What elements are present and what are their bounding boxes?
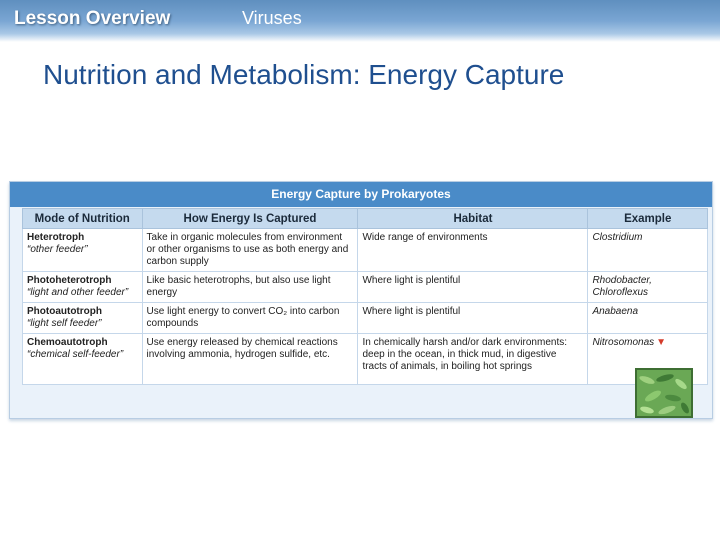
habitat-cell: Wide range of environments bbox=[358, 229, 588, 272]
red-down-arrow-icon: ▼ bbox=[656, 337, 667, 348]
example-name: Nitrosomonas bbox=[592, 337, 655, 348]
header-row bbox=[23, 209, 708, 229]
col-habitat: Habitat bbox=[358, 209, 588, 229]
slide-title: Nutrition and Metabolism: Energy Capture bbox=[43, 59, 565, 90]
topic-label: Viruses bbox=[242, 8, 302, 28]
mode-name: Chemoautotroph bbox=[27, 337, 108, 348]
how-cell: Use energy released by chemical reactions involving ammonia, hydrogen sulfide, etc. bbox=[142, 334, 358, 385]
mode-desc: “light and other feeder” bbox=[27, 287, 129, 298]
mode-desc: “light self feeder” bbox=[27, 318, 102, 329]
table-row bbox=[23, 272, 708, 303]
how-cell: Take in organic molecules from environment or other organisms to use as both energy and carbon supply bbox=[142, 229, 358, 272]
table-row bbox=[23, 229, 708, 272]
mode-cell bbox=[23, 272, 143, 303]
header-bar bbox=[0, 0, 720, 42]
table-caption: Energy Capture by Prokaryotes bbox=[10, 182, 712, 207]
example-cell bbox=[588, 303, 708, 334]
col-example: Example bbox=[588, 209, 708, 229]
mode-name: Photoautotroph bbox=[27, 306, 102, 317]
how-cell: Like basic heterotrophs, but also use light energy bbox=[142, 272, 358, 303]
table-row bbox=[23, 334, 708, 385]
col-mode: Mode of Nutrition bbox=[23, 209, 143, 229]
mode-desc: “chemical self-feeder” bbox=[27, 349, 124, 360]
habitat-cell: Where light is plentiful bbox=[358, 303, 588, 334]
how-cell: Use light energy to convert CO₂ into carbon compounds bbox=[142, 303, 358, 334]
energy-capture-table bbox=[9, 181, 713, 419]
example-cell bbox=[588, 272, 708, 303]
habitat-cell: Where light is plentiful bbox=[358, 272, 588, 303]
habitat-cell: In chemically harsh and/or dark environments: deep in the ocean, in thick mud, in digestive tracts of animals, in boiling hot springs bbox=[358, 334, 588, 385]
mode-name: Photoheterotroph bbox=[27, 275, 112, 286]
example-name: Rhodobacter, Chloroflexus bbox=[592, 275, 652, 298]
col-how: How Energy Is Captured bbox=[142, 209, 358, 229]
example-name: Anabaena bbox=[592, 306, 639, 317]
mode-cell bbox=[23, 229, 143, 272]
example-cell bbox=[588, 229, 708, 272]
example-name: Clostridium bbox=[592, 232, 643, 243]
mode-cell bbox=[23, 334, 143, 385]
mode-cell bbox=[23, 303, 143, 334]
table-row bbox=[23, 303, 708, 334]
bacteria-micrograph-icon bbox=[637, 370, 691, 416]
mode-desc: “other feeder” bbox=[27, 244, 88, 255]
data-table bbox=[22, 208, 708, 385]
lesson-label: Lesson Overview bbox=[14, 8, 171, 29]
bacteria-image bbox=[635, 368, 693, 418]
mode-name: Heterotroph bbox=[27, 232, 85, 243]
